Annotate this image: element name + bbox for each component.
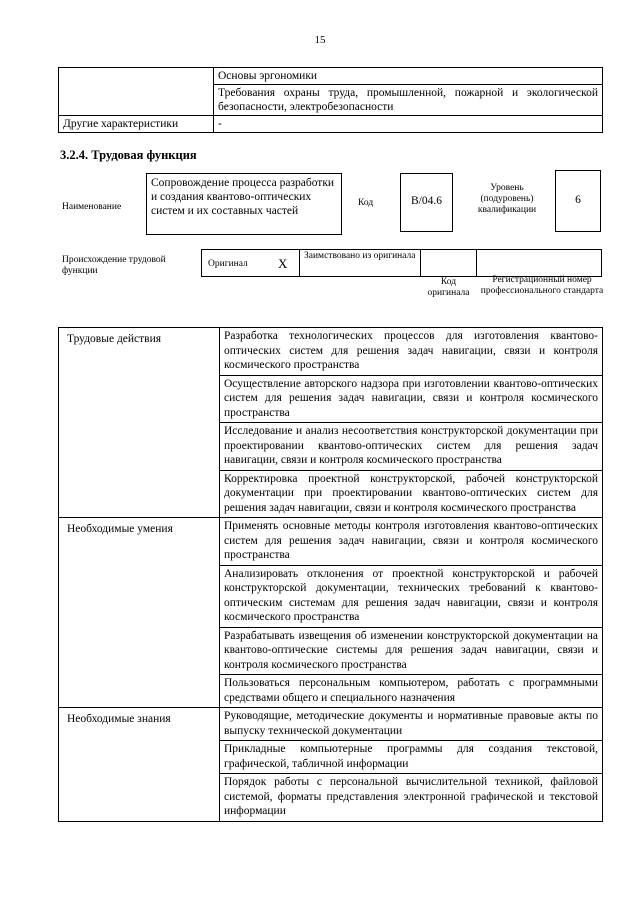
table-cell: Анализировать отклонения от проектной конструкторской и рабочей конструкторской документации, технических требований к квантово-оптическим системам для решения задач навигации, связи и контроля космического пространства xyxy=(220,565,603,627)
table-cell: Порядок работы с персональной вычислительной техникой, файловой системой, форматы представления электронной графической и текстовой информации xyxy=(220,774,603,822)
section-title: 3.2.4. Трудовая функция xyxy=(60,148,197,162)
table-cell: Корректировка проектной конструкторской, рабочей конструкторской документации при проектировании квантово-оптических систем для решения задач навигации, связи и контроля космического пространства xyxy=(220,470,603,518)
code-box xyxy=(400,173,453,232)
table-cell: Другие характеристики xyxy=(59,116,214,133)
table-cell xyxy=(59,85,214,116)
table-row xyxy=(59,708,603,741)
main-table xyxy=(58,327,603,822)
table-row xyxy=(59,85,603,116)
level-box xyxy=(555,170,601,232)
original-mark: X xyxy=(278,256,288,271)
category-cell: Необходимые умения xyxy=(59,518,220,708)
original-label: Оригинал xyxy=(208,259,248,269)
table-cell: Исследование и анализ несоответствия конструкторской документации при проектировании квантово-оптических систем для решения задач навигации, связи и контроля космического пространства xyxy=(220,423,603,471)
level-label: Уровень (подуровень) квалификации xyxy=(477,183,537,215)
function-name-value: Сопровождение процесса разработки и создания квантово-оптических систем и их составных частей xyxy=(151,177,335,217)
function-name-box xyxy=(146,173,342,235)
original-cell xyxy=(201,249,300,277)
reg-number-caption: Регистрационный номер профессионального стандарта xyxy=(480,275,604,296)
category-cell: Трудовые действия xyxy=(59,328,220,518)
page-number: 15 xyxy=(314,34,326,46)
code-value: B/04.6 xyxy=(411,195,442,207)
table-row xyxy=(59,328,603,376)
table-cell: Основы эргономики xyxy=(214,68,603,85)
level-value: 6 xyxy=(575,194,581,206)
top-table xyxy=(58,67,603,133)
table-cell: Осуществление авторского надзора при изготовлении квантово-оптических систем для решения задач навигации, связи и контроля космического пространства xyxy=(220,375,603,423)
table-cell: Требования охраны труда, промышленной, пожарной и экологической безопасности, электробезопасности xyxy=(214,85,603,116)
original-code-cell xyxy=(420,249,477,277)
table-cell: Применять основные методы контроля изготовления квантово-оптических систем для решения задач навигации, связи и контроля космического пространства xyxy=(220,518,603,566)
category-cell: Необходимые знания xyxy=(59,708,220,822)
table-cell: Пользоваться персональным компьютером, работать с программными средствами общего и специального назначения xyxy=(220,675,603,708)
table-cell: Руководящие, методические документы и нормативные правовые акты по выпуску технической документации xyxy=(220,708,603,741)
table-cell: Разрабатывать извещения об изменении конструкторской документации на квантово-оптические системы для решения задач навигации, связи и контроля космического пространства xyxy=(220,627,603,675)
table-cell: Прикладные компьютерные программы для создания текстовой, графической, табличной информации xyxy=(220,741,603,774)
table-cell xyxy=(59,68,214,85)
table-row xyxy=(59,68,603,85)
origin-label: Происхождение трудовой функции xyxy=(62,255,166,276)
borrowed-label: Заимствовано из оригинала xyxy=(304,251,416,261)
table-cell: Разработка технологических процессов для изготовления квантово-оптических систем для решения задач навигации, связи и контроля космического пространства xyxy=(220,328,603,376)
code-label: Код xyxy=(358,198,374,208)
borrowed-cell xyxy=(299,249,421,277)
table-row xyxy=(59,518,603,566)
original-code-caption: Код оригинала xyxy=(427,277,470,298)
table-cell: - xyxy=(214,116,603,133)
reg-number-cell xyxy=(476,249,602,277)
name-label: Наименование xyxy=(62,202,122,212)
table-row xyxy=(59,116,603,133)
